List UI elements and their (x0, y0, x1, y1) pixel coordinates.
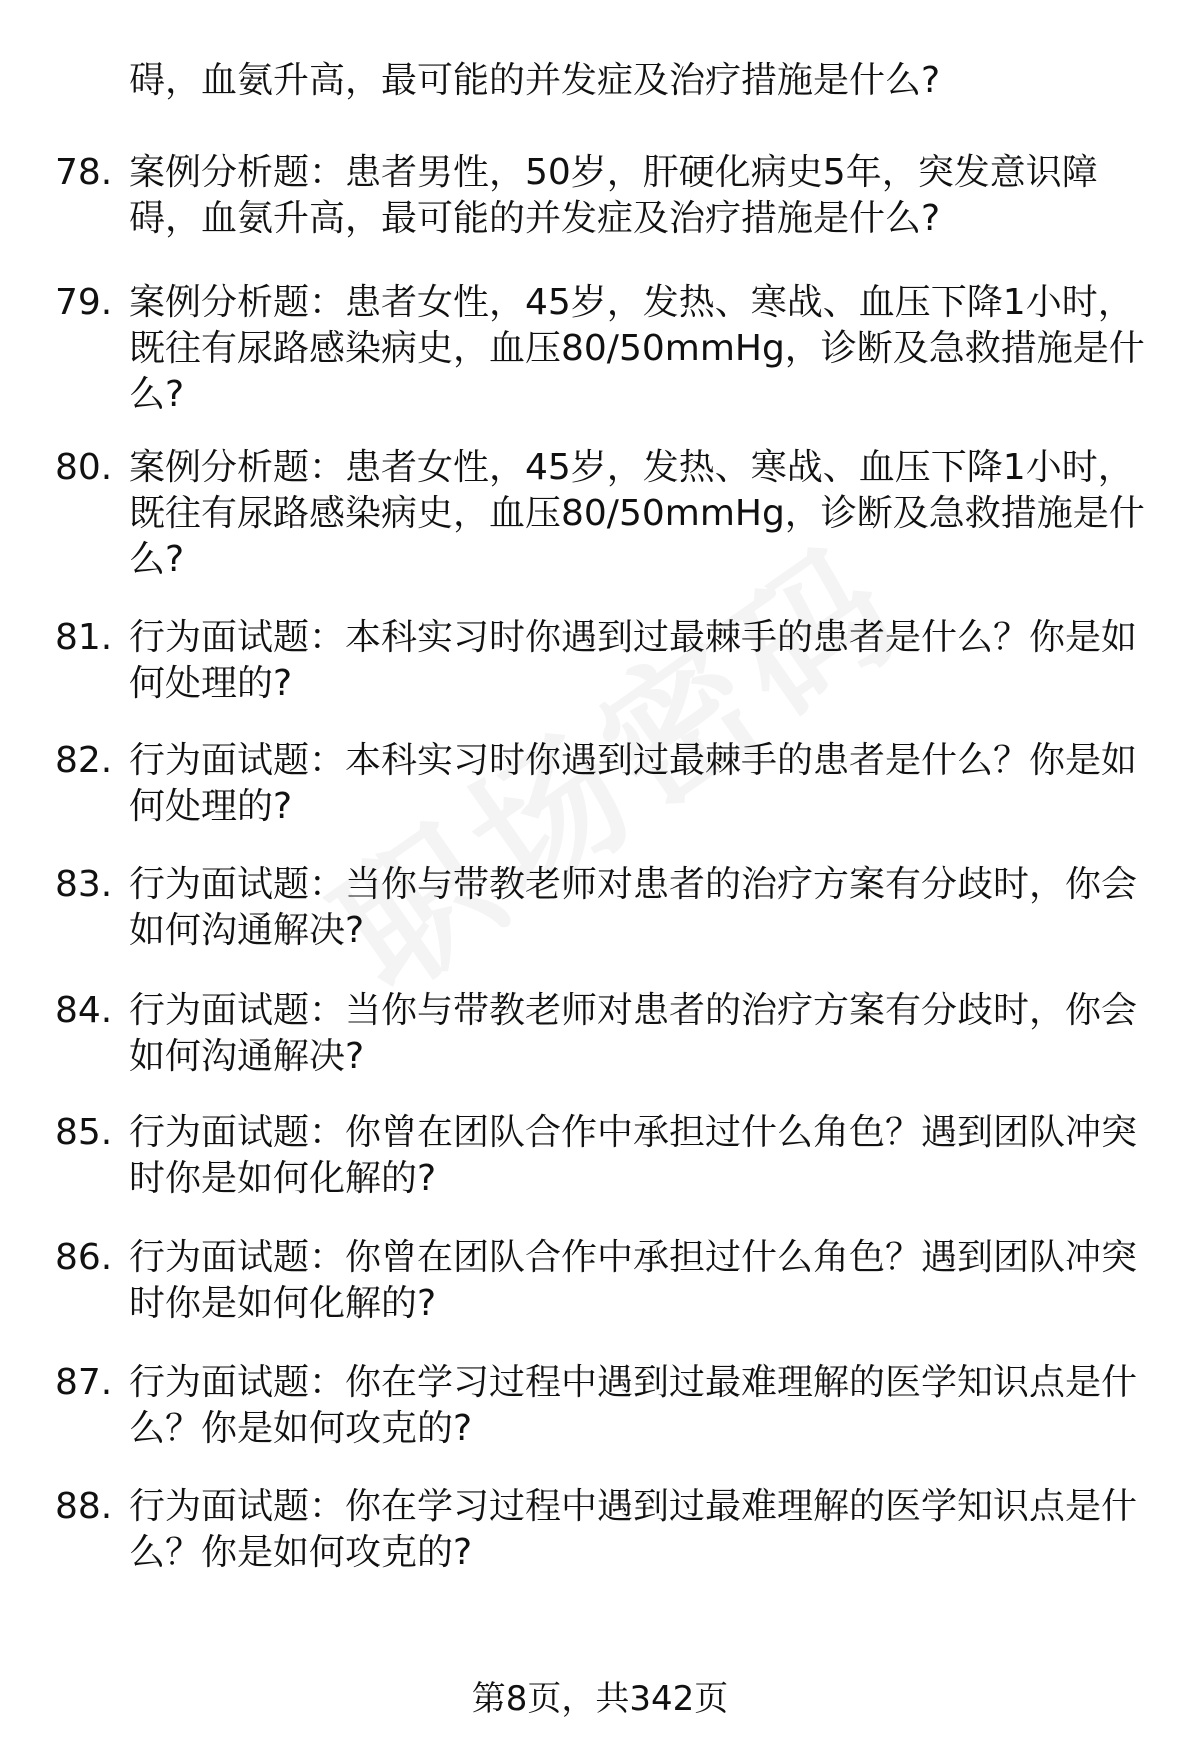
question-text-line: 行为面试题：你在学习过程中遇到过最难理解的医学知识点是什 (129, 1362, 1138, 1403)
question-text-line: 行为面试题：本科实习时你遇到过最棘手的患者是什么？你是如 (129, 617, 1138, 658)
question-text-line: 么？你是如何攻克的? (129, 1408, 473, 1449)
question-number: 78. (55, 152, 113, 193)
question-text-line: 行为面试题：当你与带教老师对患者的治疗方案有分歧时，你会 (129, 864, 1138, 905)
question-number: 88. (55, 1486, 113, 1527)
question-text-line: 么? (129, 374, 185, 415)
question-text-line: 行为面试题：你曾在团队合作中承担过什么角色？遇到团队冲突 (129, 1237, 1138, 1278)
question-text-line: 案例分析题：患者女性，45岁，发热、寒战、血压下降1小时， (129, 282, 1134, 323)
question-text-line: 何处理的? (129, 663, 293, 704)
question-text-line: 何处理的? (129, 786, 293, 827)
question-text-line: 案例分析题：患者男性，50岁，肝硬化病史5年，突发意识障 (129, 152, 1098, 193)
question-text-line: 行为面试题：你曾在团队合作中承担过什么角色？遇到团队冲突 (129, 1112, 1138, 1153)
question-number: 83. (55, 864, 113, 905)
question-text-line: 么？你是如何攻克的? (129, 1532, 473, 1573)
question-text-line: 如何沟通解决? (129, 1036, 365, 1077)
question-text-line: 案例分析题：患者女性，45岁，发热、寒战、血压下降1小时， (129, 447, 1134, 488)
question-number: 84. (55, 990, 113, 1031)
question-text-line: 行为面试题：你在学习过程中遇到过最难理解的医学知识点是什 (129, 1486, 1138, 1527)
question-number: 81. (55, 617, 113, 658)
page-footer: 第8页，共342页 (471, 1679, 729, 1719)
question-text-line: 碍，血氨升高，最可能的并发症及治疗措施是什么? (129, 60, 941, 101)
question-text-line: 既往有尿路感染病史，血压80/50mmHg，诊断及急救措施是什 (129, 493, 1145, 534)
question-text-line: 么? (129, 539, 185, 580)
question-text-line: 碍，血氨升高，最可能的并发症及治疗措施是什么? (129, 198, 941, 239)
question-text-line: 时你是如何化解的? (129, 1283, 437, 1324)
question-text-line: 行为面试题：当你与带教老师对患者的治疗方案有分歧时，你会 (129, 990, 1138, 1031)
question-text-line: 如何沟通解决? (129, 910, 365, 951)
question-number: 80. (55, 447, 113, 488)
question-number: 86. (55, 1237, 113, 1278)
question-text-line: 时你是如何化解的? (129, 1158, 437, 1199)
question-number: 85. (55, 1112, 113, 1153)
question-text-line: 行为面试题：本科实习时你遇到过最棘手的患者是什么？你是如 (129, 740, 1138, 781)
question-number: 82. (55, 740, 113, 781)
question-text-line: 既往有尿路感染病史，血压80/50mmHg，诊断及急救措施是什 (129, 328, 1145, 369)
question-number: 79. (55, 282, 113, 323)
question-number: 87. (55, 1362, 113, 1403)
